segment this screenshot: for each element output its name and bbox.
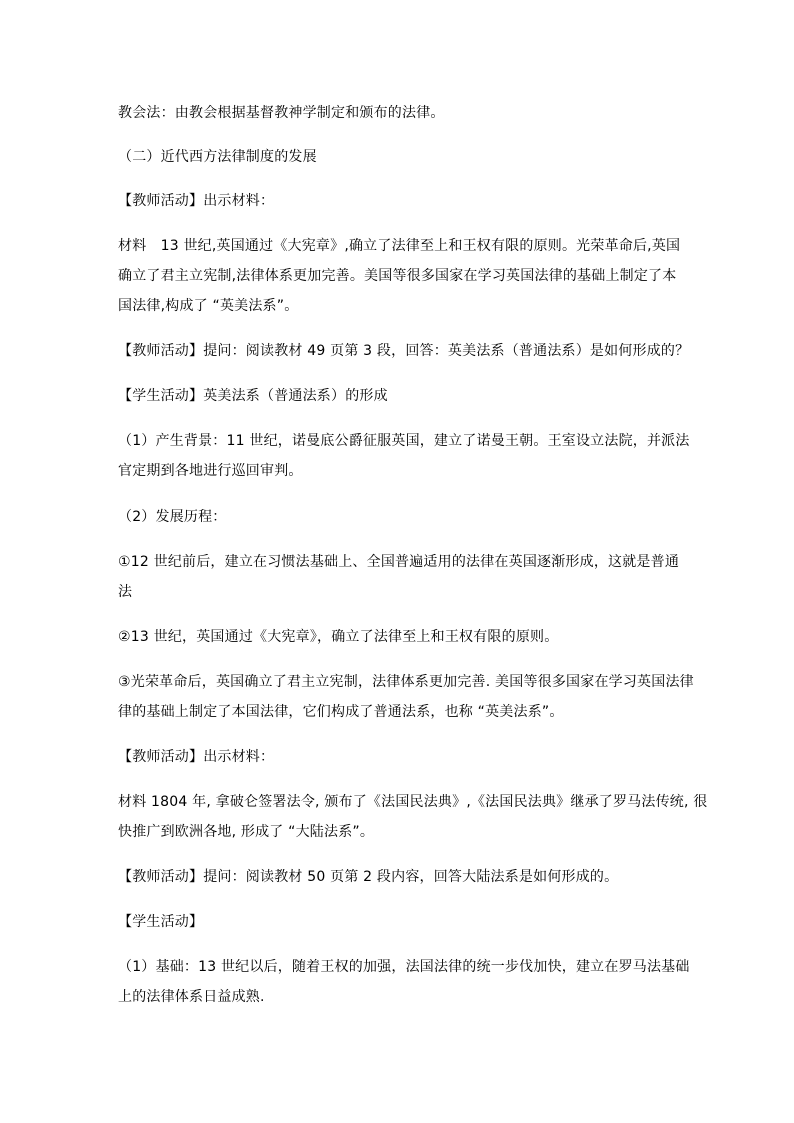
section-heading-modern-western-law: （二）近代西方法律制度的发展: [118, 149, 317, 165]
background-line-2: 官定期到各地进行巡回审判。: [118, 463, 303, 479]
student-activity-1: 【学生活动】英美法系（普通法系）的形成: [118, 388, 388, 404]
development-heading: （2）发展历程：: [118, 509, 227, 525]
material-2-line-2: 快推广到欧洲各地, 形成了 “大陆法系”。: [118, 824, 375, 840]
material-1-line-2: 确立了君主立宪制,法律体系更加完善。美国等很多国家在学习英国法律的基础上制定了本: [118, 268, 677, 284]
teacher-activity-material-2: 【教师活动】出示材料：: [118, 749, 275, 765]
basis-line-2: 上的法律体系日益成熟.: [118, 989, 265, 1005]
paragraph-canon-law: 教会法：由教会根据基督教神学制定和颁布的法律。: [118, 105, 445, 121]
development-point-1-line-1: ①12 世纪前后，建立在习惯法基础上、全国普遍适用的法律在英国逐渐形成，这就是普通: [118, 554, 680, 570]
development-point-3-line-1: ③光荣革命后，英国确立了君主立宪制，法律体系更加完善. 美国等很多国家在学习英国法律: [118, 674, 694, 690]
background-line-1: （1）产生背景：11 世纪，诺曼底公爵征服英国，建立了诺曼王朝。王室设立法院，并派法: [118, 433, 690, 449]
material-1-line-1: 材料 13 世纪,英国通过《大宪章》,确立了法律至上和王权有限的原则。光荣革命后,英国: [118, 238, 681, 254]
development-point-2: ②13 世纪，英国通过《大宪章》，确立了法律至上和王权有限的原则。: [118, 629, 559, 645]
teacher-activity-material-1: 【教师活动】出示材料：: [118, 193, 275, 209]
development-point-3-line-2: 律的基础上制定了本国法律，它们构成了普通法系，也称 “英美法系”。: [118, 704, 564, 720]
student-activity-2: 【学生活动】: [118, 914, 204, 930]
teacher-question-2: 【教师活动】提问：阅读教材 50 页第 2 段内容，回答大陆法系是如何形成的。: [118, 869, 619, 885]
development-point-1-line-2: 法: [118, 584, 133, 600]
material-2-line-1: 材料 1804 年, 拿破仑签署法令, 颁布了《法国民法典》,《法国民法典》继承了罗马法传统, 很: [118, 794, 708, 810]
basis-line-1: （1）基础：13 世纪以后，随着王权的加强，法国法律的统一步伐加快，建立在罗马法基础: [118, 959, 690, 975]
material-1-line-3: 国法律,构成了 “英美法系”。: [118, 298, 299, 314]
teacher-question-1: 【教师活动】提问：阅读教材 49 页第 3 段，回答：英美法系（普通法系）是如何形成的？: [118, 343, 690, 359]
